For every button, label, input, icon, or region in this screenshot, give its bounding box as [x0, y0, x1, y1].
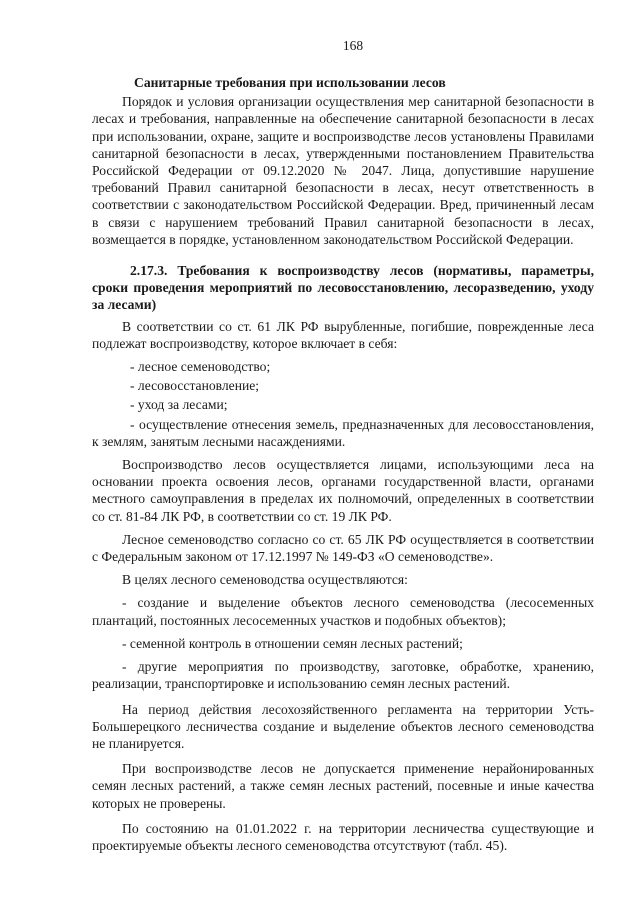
intro-paragraph: В соответствии со ст. 61 ЛК РФ вырубленные, погибшие, поврежденные леса подлежат воспроизводству, которое включает в себя: — [92, 318, 594, 351]
goal-item: - другие мероприятия по производству, заготовке, обработке, хранению, реализации, транспортировке и использованию семян лесных растений. — [92, 659, 594, 692]
page-number: 168 — [342, 38, 364, 53]
list-item: - лесное семеноводство; — [130, 359, 271, 375]
list-item: - лесовосстановление; — [130, 378, 260, 394]
status-paragraph: По состоянию на 01.01.2022 г. на территории лесничества существующие и проектируемые объекты лесного семеноводства отсутствуют (табл. 45). — [92, 820, 594, 853]
seed-law-paragraph: Лесное семеноводство согласно со ст. 65 ЛК РФ осуществляется в соответствии с Федеральным законом от 17.12.1997 № 149-ФЗ «О семеноводстве». — [92, 531, 594, 565]
sanitary-heading: Санитарные требования при использовании лесов — [134, 75, 446, 90]
section-heading: 2.17.3. Требования к воспроизводству лесов (нормативы, параметры, сроки проведения мероприятий по лесовосстановлению, лесоразведению, уходу за лесами) — [92, 263, 594, 313]
list-item: - уход за лесами; — [130, 397, 228, 413]
goals-paragraph: В целях лесного семеноводства осуществляются: — [122, 572, 408, 588]
prohibit-paragraph: При воспроизводстве лесов не допускается применение нерайонированных семян лесных растений, а также семян лесных растений, посевные и иные качества которых не проверены. — [92, 761, 594, 811]
goal-item: - семенной контроль в отношении семян лесных растений; — [122, 635, 463, 651]
period-paragraph: На период действия лесохозяйственного регламента на территории Усть-Большерецкого лесничества создание и выделение объектов лесного семеноводства не планируется. — [92, 701, 594, 751]
list-item: - осуществление отнесения земель, предназначенных для лесовосстановления, к землям, занятым лесными насаждениями. — [92, 416, 594, 449]
sanitary-paragraph: Порядок и условия организации осуществления мер санитарной безопасности в лесах и требования, направленные на обеспечение санитарной безопасности в лесах при использовании, охране, защите и воспроизводстве лесов установлены Правилами санитарной безопасности в лесах, утвержденными постановлением Правительства Российской Федерации от 09.12.2020 № 2047. Лица, допустившие нарушение требований Правил санитарной безопасности в лесах, несут ответственность в соответствии с законодательством Российской Федерации. Вред, причиненный лесам в связи с нарушением требований Правил санитарной безопасности в лесах, возмещается в порядке, установленном законодательством Российской Федерации. — [92, 94, 594, 247]
goal-item: - создание и выделение объектов лесного семеноводства (лесосеменных плантаций, постоянных лесосеменных участков и подобных объектов); — [92, 595, 594, 628]
reproduction-paragraph: Воспроизводство лесов осуществляется лицами, использующими леса на основании проекта освоения лесов, органами государственной власти, органами местного самоуправления в пределах их полномочий, определенных в соответствии со ст. 81-84 ЛК РФ, в соответствии со ст. 19 ЛК РФ. — [92, 457, 594, 524]
